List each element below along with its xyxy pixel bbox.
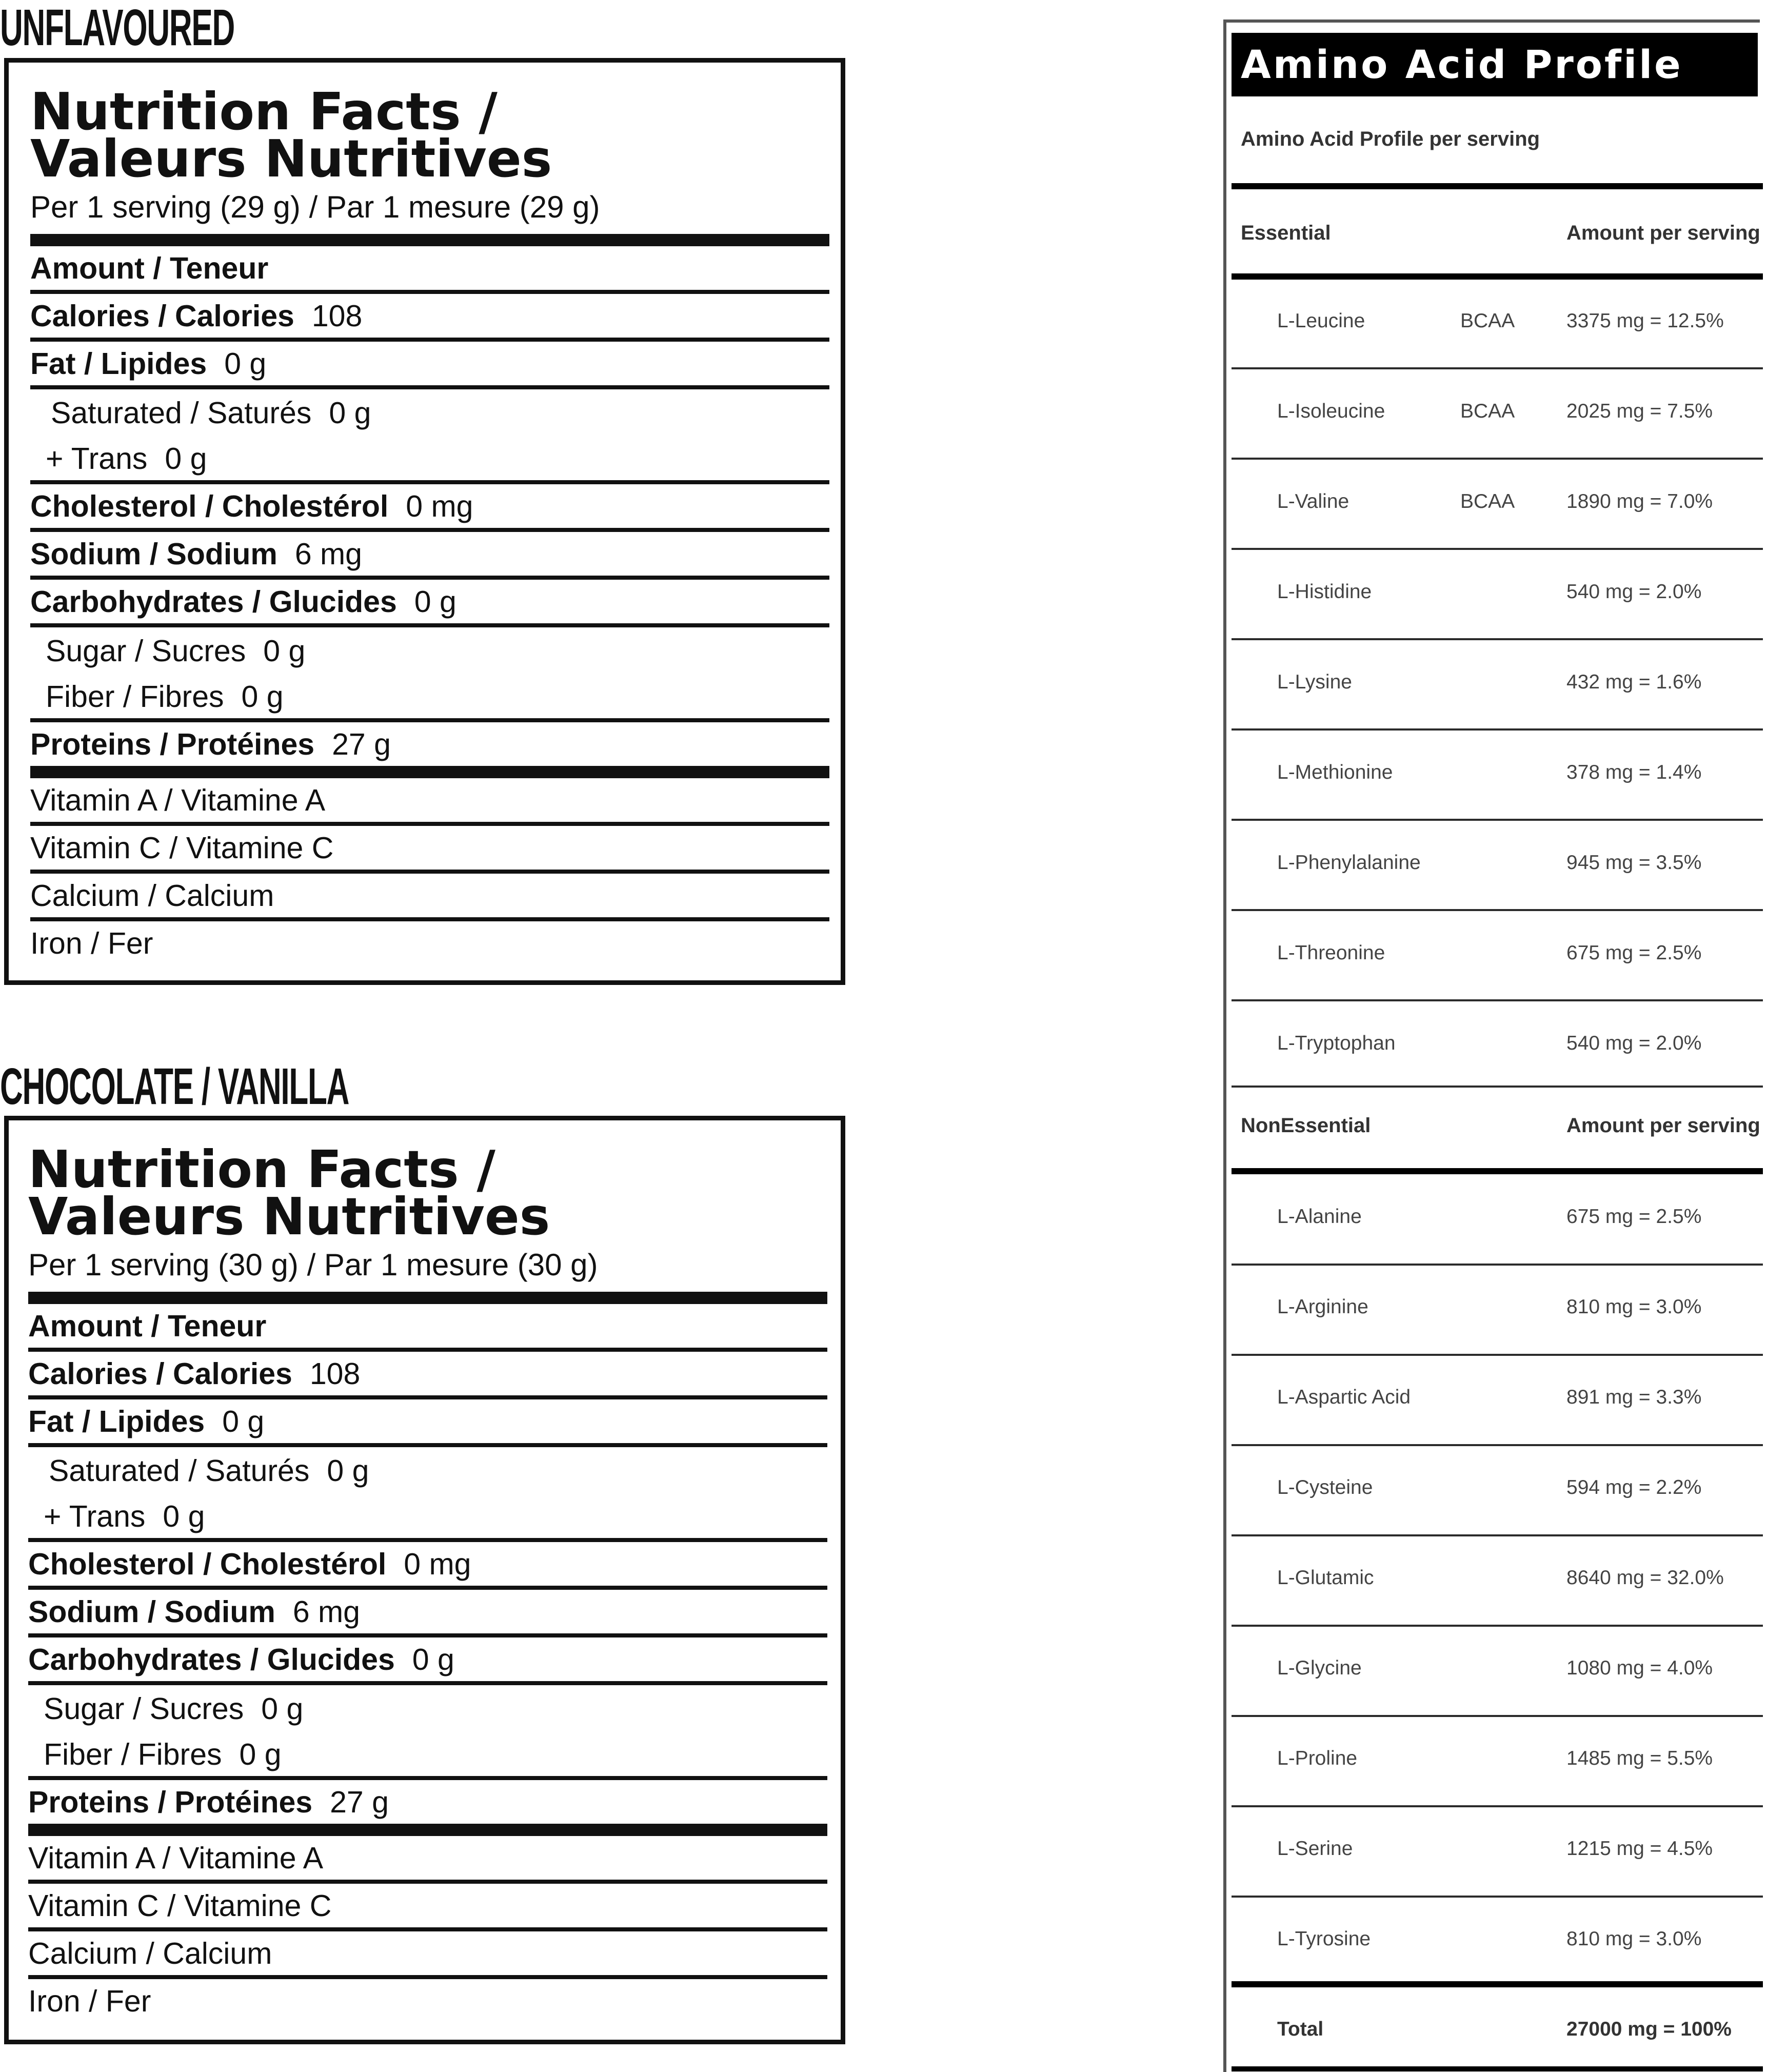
row-divider <box>1232 1715 1763 1717</box>
serving-size: Per 1 serving (29 g) / Par 1 mesure (29 g) <box>30 190 600 224</box>
thick-divider <box>30 234 829 246</box>
nutrition-facts-content <box>28 1139 827 2023</box>
carbohydrates-label: Carbohydrates / Glucides <box>28 1642 395 1676</box>
bcaa-tag: BCAA <box>1460 310 1515 332</box>
cholesterol-value: 0 mg <box>404 1547 471 1581</box>
calcium-row <box>28 1931 827 1979</box>
amount-row <box>30 246 829 294</box>
fat-value: 0 g <box>224 346 267 381</box>
calories-value: 108 <box>309 1356 361 1391</box>
sodium-label: Sodium / Sodium <box>30 537 277 571</box>
fiber-row <box>28 1732 827 1780</box>
amount-row <box>28 1304 827 1352</box>
amino-amount: 891 mg = 3.3% <box>1566 1386 1702 1408</box>
amount-label: Amount / Teneur <box>30 251 269 285</box>
amino-amount: 1215 mg = 4.5% <box>1566 1838 1713 1860</box>
fiber-value: 0 g <box>239 1737 282 1771</box>
amino-amount: 810 mg = 3.0% <box>1566 1296 1702 1318</box>
saturated-label: Saturated / Saturés <box>51 396 312 430</box>
sodium-value: 6 mg <box>292 1594 360 1629</box>
trans-row <box>28 1494 827 1542</box>
trans-row <box>30 437 829 484</box>
cholesterol-row <box>28 1542 827 1590</box>
amount-header: Amount per serving <box>1566 222 1760 244</box>
fat-label: Fat / Lipides <box>30 346 207 381</box>
protein-row <box>30 722 829 778</box>
trans-value: 0 g <box>165 441 207 476</box>
amino-name: L-Histidine <box>1277 581 1372 603</box>
vitamin-a-row <box>30 778 829 826</box>
amount-header: Amount per serving <box>1566 1114 1760 1137</box>
sugar-row <box>30 627 829 675</box>
fat-value: 0 g <box>222 1404 265 1438</box>
cholesterol-label: Cholesterol / Cholestérol <box>28 1547 387 1581</box>
row-divider <box>1232 1264 1763 1266</box>
sugar-value: 0 g <box>261 1692 304 1726</box>
trans-label: + Trans <box>46 441 148 476</box>
calories-row <box>30 294 829 342</box>
saturated-value: 0 g <box>327 1454 369 1488</box>
amino-name: L-Cysteine <box>1277 1476 1373 1498</box>
row-divider <box>1232 458 1763 460</box>
vitamin-c-label: Vitamin C / Vitamine C <box>30 831 334 865</box>
row-divider <box>1232 548 1763 550</box>
sugar-row <box>28 1685 827 1732</box>
vitamin-a-row <box>28 1836 827 1884</box>
total-amount: 27000 mg = 100% <box>1566 2018 1732 2040</box>
calcium-label: Calcium / Calcium <box>30 878 274 913</box>
protein-value: 27 g <box>330 1785 389 1819</box>
heading-unflavoured: UNFLAVOURED <box>0 0 235 56</box>
vitamin-c-row <box>28 1884 827 1931</box>
total-rule <box>1232 1981 1763 1987</box>
bottom-rule <box>1232 2066 1763 2071</box>
fiber-label: Fiber / Fibres <box>46 679 224 714</box>
nutrition-title-line2: Valeurs Nutritives <box>28 1187 550 1247</box>
carbohydrates-label: Carbohydrates / Glucides <box>30 584 397 619</box>
protein-label: Proteins / Protéines <box>28 1785 313 1819</box>
nutrition-title-line2: Valeurs Nutritives <box>30 129 552 189</box>
carbohydrates-value: 0 g <box>412 1642 454 1676</box>
sugar-label: Sugar / Sucres <box>46 634 246 668</box>
amino-name: L-Lysine <box>1277 671 1352 693</box>
vitamin-a-label: Vitamin A / Vitamine A <box>30 783 326 817</box>
amino-amount: 945 mg = 3.5% <box>1566 852 1702 874</box>
amino-title-bar <box>1232 33 1758 96</box>
row-divider <box>1232 1444 1763 1446</box>
saturated-row <box>28 1447 827 1494</box>
sodium-row <box>30 532 829 580</box>
row-divider <box>1232 1896 1763 1898</box>
row-divider <box>1232 1805 1763 1807</box>
saturated-value: 0 g <box>329 396 371 430</box>
sugar-value: 0 g <box>263 634 306 668</box>
amino-name: L-Valine <box>1277 490 1349 512</box>
carbohydrates-row <box>30 580 829 627</box>
amino-amount: 1890 mg = 7.0% <box>1566 490 1713 512</box>
fiber-row <box>30 675 829 722</box>
saturated-label: Saturated / Saturés <box>49 1454 310 1488</box>
nutrition-facts-panel <box>4 1116 845 2044</box>
row-divider <box>1232 1625 1763 1627</box>
amino-amount: 8640 mg = 32.0% <box>1566 1567 1724 1589</box>
vitamin-c-label: Vitamin C / Vitamine C <box>28 1888 332 1923</box>
vitamin-c-row <box>30 826 829 874</box>
calories-label: Calories / Calories <box>28 1356 292 1391</box>
amino-amount: 1080 mg = 4.0% <box>1566 1657 1713 1679</box>
row-divider <box>1232 638 1763 640</box>
amino-name: L-Glycine <box>1277 1657 1362 1679</box>
amount-label: Amount / Teneur <box>28 1309 267 1343</box>
calories-row <box>28 1352 827 1399</box>
amino-amount: 594 mg = 2.2% <box>1566 1476 1702 1498</box>
nutrition-title-line1: Nutrition Facts / <box>28 1139 495 1199</box>
fiber-label: Fiber / Fibres <box>44 1737 222 1771</box>
nutrition-facts-panel <box>4 58 845 985</box>
heading-chocolate-vanilla: CHOCOLATE / VANILLA <box>0 1058 349 1115</box>
total-label: Total <box>1277 2018 1324 2040</box>
iron-label: Iron / Fer <box>28 1984 151 2018</box>
saturated-row <box>30 389 829 437</box>
fiber-value: 0 g <box>241 679 284 714</box>
serving-size: Per 1 serving (30 g) / Par 1 mesure (30 g) <box>28 1248 598 1282</box>
amino-subtitle: Amino Acid Profile per serving <box>1241 128 1540 150</box>
trans-value: 0 g <box>163 1499 205 1533</box>
amino-name: L-Alanine <box>1277 1206 1362 1228</box>
cholesterol-value: 0 mg <box>406 489 473 523</box>
iron-label: Iron / Fer <box>30 926 153 960</box>
amino-amount: 675 mg = 2.5% <box>1566 942 1702 964</box>
amino-name: L-Tyrosine <box>1277 1928 1371 1950</box>
row-divider <box>1232 1534 1763 1536</box>
nonessential-rule <box>1232 1168 1763 1174</box>
amino-amount: 2025 mg = 7.5% <box>1566 400 1713 422</box>
trans-label: + Trans <box>44 1499 146 1533</box>
amino-name: L-Threonine <box>1277 942 1385 964</box>
row-divider <box>1232 728 1763 731</box>
sodium-value: 6 mg <box>294 537 362 571</box>
amino-name: L-Leucine <box>1277 310 1365 332</box>
row-divider <box>1232 367 1763 369</box>
essential-header: Essential <box>1241 222 1331 244</box>
amino-name: L-Arginine <box>1277 1296 1368 1318</box>
header-rule <box>1232 183 1763 189</box>
sodium-label: Sodium / Sodium <box>28 1594 275 1629</box>
carbohydrates-value: 0 g <box>414 584 456 619</box>
amino-amount: 810 mg = 3.0% <box>1566 1928 1702 1950</box>
amino-acid-table <box>1223 19 1760 2072</box>
row-divider <box>1232 909 1763 911</box>
amino-amount: 540 mg = 2.0% <box>1566 581 1702 603</box>
row-divider <box>1232 999 1763 1001</box>
calcium-row <box>30 874 829 921</box>
amino-title: Amino Acid Profile <box>1241 42 1683 87</box>
amino-amount: 378 mg = 1.4% <box>1566 761 1702 783</box>
amino-amount: 540 mg = 2.0% <box>1566 1032 1702 1054</box>
calcium-label: Calcium / Calcium <box>28 1936 272 1970</box>
amino-name: L-Isoleucine <box>1277 400 1385 422</box>
cholesterol-label: Cholesterol / Cholestérol <box>30 489 389 523</box>
fat-row <box>30 342 829 389</box>
amino-name: L-Aspartic Acid <box>1277 1386 1411 1408</box>
amino-name: L-Methionine <box>1277 761 1393 783</box>
amino-amount: 1485 mg = 5.5% <box>1566 1747 1713 1769</box>
iron-row <box>30 921 829 965</box>
fat-row <box>28 1399 827 1447</box>
sodium-row <box>28 1590 827 1637</box>
nutrition-title-line1: Nutrition Facts / <box>30 82 498 142</box>
row-divider <box>1232 819 1763 821</box>
essential-rule <box>1232 273 1763 280</box>
amino-name: L-Glutamic <box>1277 1567 1374 1589</box>
amino-name: L-Proline <box>1277 1747 1358 1769</box>
vitamin-a-label: Vitamin A / Vitamine A <box>28 1841 324 1875</box>
amino-name: L-Tryptophan <box>1277 1032 1396 1054</box>
calories-value: 108 <box>311 299 363 333</box>
iron-row <box>28 1979 827 2023</box>
row-divider <box>1232 1086 1763 1088</box>
amino-name: L-Serine <box>1277 1838 1353 1860</box>
protein-label: Proteins / Protéines <box>30 727 315 761</box>
protein-value: 27 g <box>332 727 391 761</box>
amino-amount: 432 mg = 1.6% <box>1566 671 1702 693</box>
amino-name: L-Phenylalanine <box>1277 852 1421 874</box>
amino-amount: 3375 mg = 12.5% <box>1566 310 1724 332</box>
protein-row <box>28 1780 827 1836</box>
fat-label: Fat / Lipides <box>28 1404 205 1438</box>
cholesterol-row <box>30 484 829 532</box>
bcaa-tag: BCAA <box>1460 400 1515 422</box>
sugar-label: Sugar / Sucres <box>44 1692 244 1726</box>
carbohydrates-row <box>28 1637 827 1685</box>
nutrition-facts-content <box>30 82 829 965</box>
thick-divider <box>28 1292 827 1304</box>
nonessential-header: NonEssential <box>1241 1114 1371 1137</box>
row-divider <box>1232 1354 1763 1356</box>
bcaa-tag: BCAA <box>1460 490 1515 512</box>
calories-label: Calories / Calories <box>30 299 294 333</box>
amino-amount: 675 mg = 2.5% <box>1566 1206 1702 1228</box>
